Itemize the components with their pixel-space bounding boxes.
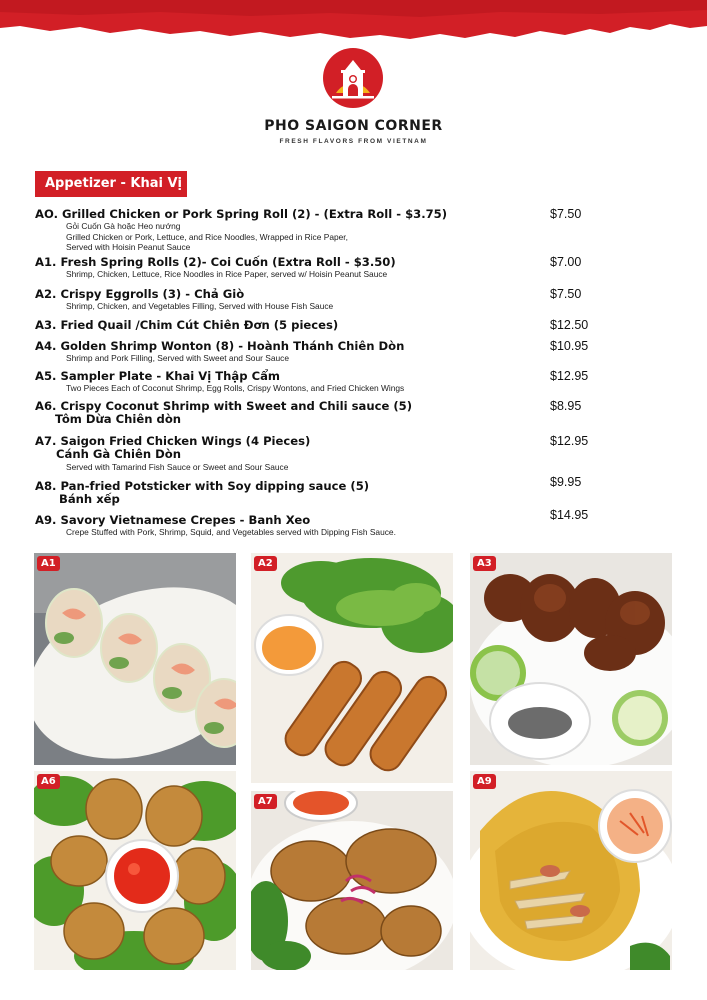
item-desc: Grilled Chicken or Pork, Lettuce, and Rice Noodles, Wrapped in Rice Paper, <box>66 231 348 242</box>
restaurant-name: PHO SAIGON CORNER <box>264 118 443 134</box>
item-name: A9. Savory Vietnamese Crepes - Banh Xeo <box>35 513 311 527</box>
item-name: A7. Saigon Fried Chicken Wings (4 Pieces) <box>35 434 311 448</box>
menu-item-a5 <box>35 369 675 394</box>
photo-badge: A7 <box>254 794 277 809</box>
tagline: FRESH FLAVORS FROM VIETNAM <box>279 138 428 145</box>
crispy-eggrolls-photo <box>251 553 453 783</box>
item-name: A8. Pan-fried Potsticker with Soy dipping sauce (5) <box>35 479 370 493</box>
item-desc: Gỏi Cuốn Gà hoặc Heo nướng <box>66 221 181 231</box>
item-name: A1. Fresh Spring Rolls (2)- Coi Cuốn (Extra Roll - $3.50) <box>35 255 396 269</box>
section-title-appetizer: Appetizer - Khai Vị <box>35 171 187 197</box>
item-name: A2. Crispy Eggrolls (3) - Chả Giò <box>35 287 245 301</box>
photo-badge: A3 <box>473 556 496 571</box>
menu-item-a3 <box>35 318 675 332</box>
item-desc: Shrimp and Pork Filling, Served with Sweet and Sour Sauce <box>66 353 289 363</box>
item-price: $14.95 <box>550 508 589 522</box>
photo-badge: A1 <box>37 556 60 571</box>
menu-item-a2 <box>35 287 675 312</box>
fried-quail-photo <box>470 553 672 765</box>
menu-item-a9 <box>35 508 675 538</box>
coconut-shrimp-photo <box>34 771 236 970</box>
menu-item-a7 <box>35 434 675 473</box>
photo-badge: A2 <box>254 556 277 571</box>
item-desc: Shrimp, Chicken, and Vegetables Filling, Served with House Fish Sauce <box>66 301 334 311</box>
item-name: AO. Grilled Chicken or Pork Spring Roll (2) - (Extra Roll - $3.75) <box>35 207 448 221</box>
fresh-spring-rolls-photo <box>34 553 236 765</box>
item-price: $7.50 <box>550 207 582 221</box>
item-price: $7.50 <box>550 287 582 301</box>
item-desc: Shrimp, Chicken, Lettuce, Rice Noodles in Rice Paper, served w/ Hoisin Peanut Sauce <box>66 269 388 279</box>
item-name: A4. Golden Shrimp Wonton (8) - Hoành Thánh Chiên Dòn <box>35 339 405 353</box>
menu-item-a8 <box>35 475 675 506</box>
photo-badge: A6 <box>37 774 60 789</box>
item-price: $9.95 <box>550 475 582 489</box>
photo-badge: A9 <box>473 774 496 789</box>
item-price: $10.95 <box>550 339 589 353</box>
item-desc: Served with Tamarind Fish Sauce or Sweet and Sour Sauce <box>66 462 289 472</box>
item-desc: Served with Hoisin Peanut Sauce <box>66 242 191 252</box>
item-name: A3. Fried Quail /Chim Cút Chiên Đơn (5 pieces) <box>35 318 339 332</box>
menu-item-a1 <box>35 255 675 280</box>
item-subname: Tôm Dừa Chiên dòn <box>55 412 182 426</box>
item-price: $12.95 <box>550 434 589 448</box>
menu-item-ao <box>35 207 675 253</box>
banh-xeo-crepe-photo <box>470 771 672 970</box>
item-price: $8.95 <box>550 399 582 413</box>
fried-chicken-wings-photo <box>251 791 453 970</box>
item-subname: Cánh Gà Chiên Dòn <box>56 447 181 461</box>
item-name: A6. Crispy Coconut Shrimp with Sweet and Chili sauce (5) <box>35 399 413 413</box>
item-price: $12.50 <box>550 318 589 332</box>
item-price: $12.95 <box>550 369 589 383</box>
menu-item-a4 <box>35 339 675 364</box>
saigon-clock-tower-logo <box>322 47 384 109</box>
item-desc: Two Pieces Each of Coconut Shrimp, Egg Rolls, Crispy Wontons, and Fried Chicken Wings <box>66 383 405 393</box>
item-price: $7.00 <box>550 255 582 269</box>
item-subname: Bánh xếp <box>59 492 120 506</box>
top-torn-banner <box>0 0 707 40</box>
item-name: A5. Sampler Plate - Khai Vị Thập Cẩm <box>35 369 280 383</box>
item-desc: Crepe Stuffed with Pork, Shrimp, Squid, and Vegetables served with Dipping Fish Sauce. <box>66 527 396 537</box>
menu-item-a6 <box>35 399 675 426</box>
